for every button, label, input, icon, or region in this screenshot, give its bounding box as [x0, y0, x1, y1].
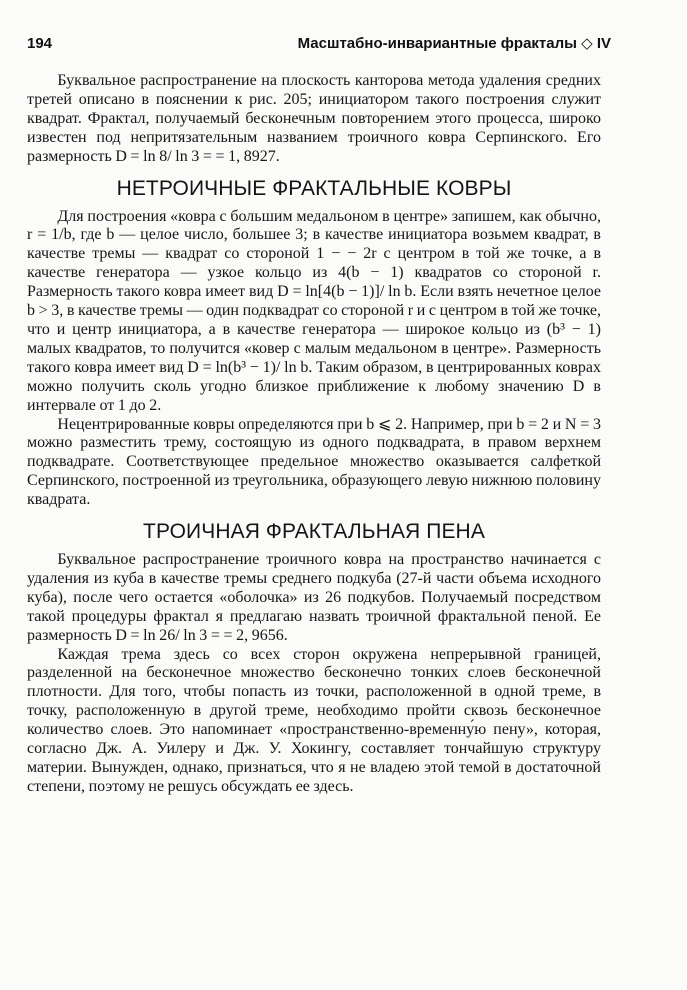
paragraph-medallion-carpets: Для построения «ковра с большим медальоном в центре» запишем, как обычно, r = 1/b, где b — целое число, большее 3; в качестве инициатора возьмем квадрат, в качестве тремы — квадрат со стороной 1 − − 2r с центром в той же точке, а в качестве генератора — узкое кольцо из 4(b − 1) квадратов со стороной r. Размерность такого ковра имеет вид D = ln[4(b − 1)]/ ln b. Если взять нечетное целое b > 3, в качестве тремы — один подквадрат со стороной r и с центром в той же точке, что и центр инициатора, а в качестве генератора — широкое кольцо из (b³ − 1) малых квадратов, то получится «ковер с малым медальоном в центре». Размерность такого ковра имеет вид D = ln(b³ − 1)/ ln b. Таким образом, в центрированных коврах можно получить сколь угодно близкое приближение к любому значению D в интервале от 1 до 2.: [27, 207, 601, 414]
page-number: 194: [27, 35, 53, 52]
paragraph-noncentered-carpets: Нецентрированные ковры определяются при b ⩽ 2. Например, при b = 2 и N = 3 можно разместить трему, состоящую из одного подквадрата, в правом верхнем подквадрате. Соответствующее предельное множество оказывается салфеткой Серпинского, построенной из треугольника, образующего левую нижнюю половину квадрата.: [27, 415, 601, 509]
paragraph-intro: Буквальное распространение на плоскость канторова метода удаления средних третей описано в пояснении к рис. 205; инициатором такого построения служит квадрат. Фрактал, получаемый бесконечным повторением этого процесса, широко известен под непритязательным названием троичного ковра Серпинского. Его размерность D = ln 8/ ln 3 = = 1, 8927.: [27, 72, 601, 165]
section-heading-triadic-foam: ТРОИЧНАЯ ФРАКТАЛЬНАЯ ПЕНА: [143, 520, 485, 544]
paragraph-foam-definition: Буквальное распространение троичного ковра на пространство начинается с удаления из куба в качестве тремы среднего подкуба (27-й части объема исходного куба), после чего остается «оболочка» из 26 подкубов. Получаемый посредством такой процедуры фрактал я предлагаю назвать троичной фрактальной пеной. Ее размерность D = ln 26/ ln 3 = = 2, 9656.: [27, 551, 601, 644]
paragraph-foam-structure: Каждая трема здесь со всех сторон окружена непрерывной границей, разделенной на бесконечное множество бесконечно тонких слоев бесконечной плотности. Для того, чтобы попасть из точки, расположенной в одной треме, в точку, расположенную в другой треме, необходимо пройти сквозь бесконечное количество слоев. Это напоминает «пространственно-временну́ю пену», которая, согласно Дж. А. Уилеру и Дж. У. Хокингу, составляет тончайшую структуру материи. Вынужден, однако, признаться, что я не владею этой темой в достаточной степени, поэтому не решусь обсуждать ее здесь.: [27, 645, 601, 795]
running-title: Масштабно-инвариантные фракталы ◇ IV: [297, 35, 611, 52]
page-content: [27, 72, 601, 797]
section-heading-nontriadic-carpets: НЕТРОИЧНЫЕ ФРАКТАЛЬНЫЕ КОВРЫ: [116, 176, 512, 200]
running-head: [27, 34, 611, 52]
